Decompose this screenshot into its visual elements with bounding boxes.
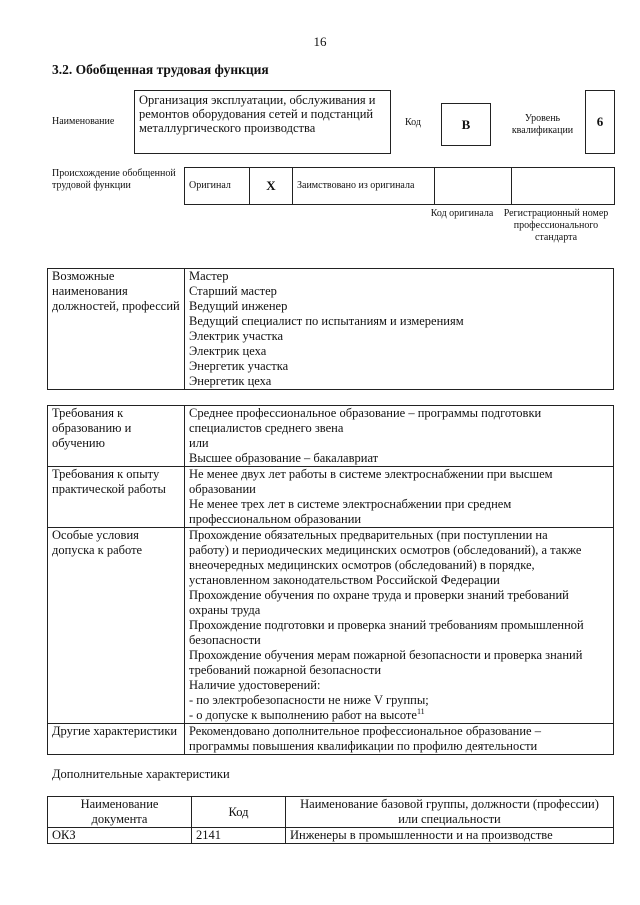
experience-label: Требования к опыту практической работы: [48, 467, 185, 528]
position-item: Электрик участка: [189, 329, 284, 343]
position-item: Ведущий инженер: [189, 299, 288, 313]
reg-number-cell: [512, 168, 615, 205]
name-value: Организация эксплуатации, обслуживания и ремонтов оборудования сетей и подстанций металлургического производства: [134, 90, 391, 154]
reg-caption: Регистрационный номер профессионального стандарта: [503, 208, 609, 243]
education-value: Среднее профессиональное образование – программы подготовки специалистов среднего звена или Высшее образование – бакалавриат: [185, 406, 614, 467]
code-label: Код: [405, 117, 421, 128]
requirements-table: [47, 405, 614, 755]
requirement-row-experience: [48, 467, 614, 528]
position-item: Энергетик цеха: [189, 374, 272, 388]
table-row: [48, 828, 614, 844]
positions-label: Возможные наименования должностей, профессий: [48, 269, 185, 390]
borrowed-label: Заимствовано из оригинала: [293, 168, 435, 205]
section-title: 3.2. Обобщенная трудовая функция: [52, 62, 269, 77]
other-label: Другие характеристики: [48, 724, 185, 755]
position-item: Электрик цеха: [189, 344, 267, 358]
row-code: 2141: [192, 828, 286, 844]
level-label: Уровень квалификации: [511, 113, 574, 136]
position-item: Ведущий специалист по испытаниям и измерениям: [189, 314, 464, 328]
additional-table: [47, 796, 614, 844]
additional-header-row: [48, 797, 614, 828]
requirement-row-education: [48, 406, 614, 467]
position-item: Старший мастер: [189, 284, 277, 298]
original-label: Оригинал: [185, 168, 250, 205]
header-group-name: Наименование базовой группы, должности (профессии) или специальности: [286, 797, 614, 828]
page-number: 16: [313, 34, 327, 49]
header-doc-name: Наименование документа: [48, 797, 192, 828]
code-value: B: [441, 103, 491, 146]
position-item: Энергетик участка: [189, 359, 289, 373]
additional-title: Дополнительные характеристики: [52, 767, 230, 781]
row-group: Инженеры в промышленности и на производстве: [286, 828, 614, 844]
requirement-row-other: [48, 724, 614, 755]
row-doc: ОКЗ: [48, 828, 192, 844]
other-value: Рекомендовано дополнительное профессиональное образование – программы повышения квалификации по профилю деятельности: [185, 724, 614, 755]
original-code-cell: [435, 168, 512, 205]
header-code: Код: [192, 797, 286, 828]
code-caption: Код оригинала: [430, 208, 494, 219]
requirement-row-admission: [48, 528, 614, 724]
name-label: Наименование: [52, 116, 115, 127]
level-value: 6: [585, 90, 615, 154]
education-label: Требования к образованию и обучению: [48, 406, 185, 467]
footnote-mark: 11: [416, 706, 425, 716]
admission-value: Прохождение обязательных предварительных (при поступлении на работу) и периодических медицинских осмотров (обследований), а также внеочередных медицинских осмотров (обследований) в порядке, установленном законодательством Российской Федерации Прохождение обучения по охране труда и проверки знаний требований охраны труда Прохождение подготовки и проверка знаний требованиям промышленной безопасности Прохождение обучения мерам пожарной безопасности и проверка знаний требований пожарной безопасности Наличие удостоверений: - по электробезопасности не ниже V группы; - о допуске к выполнению работ на высоте$^{11}$: [185, 528, 614, 724]
experience-value: Не менее двух лет работы в системе электроснабжении при высшем образовании Не менее трех лет в системе электроснабжении при среднем профессиональном образовании: [185, 467, 614, 528]
origin-table: [184, 167, 615, 205]
origin-label: Происхождение обобщенной трудовой функции: [52, 168, 176, 191]
positions-list: [185, 269, 614, 390]
admission-label: Особые условия допуска к работе: [48, 528, 185, 724]
positions-table: [47, 268, 614, 390]
position-item: Мастер: [189, 269, 229, 283]
original-mark: X: [250, 168, 293, 205]
